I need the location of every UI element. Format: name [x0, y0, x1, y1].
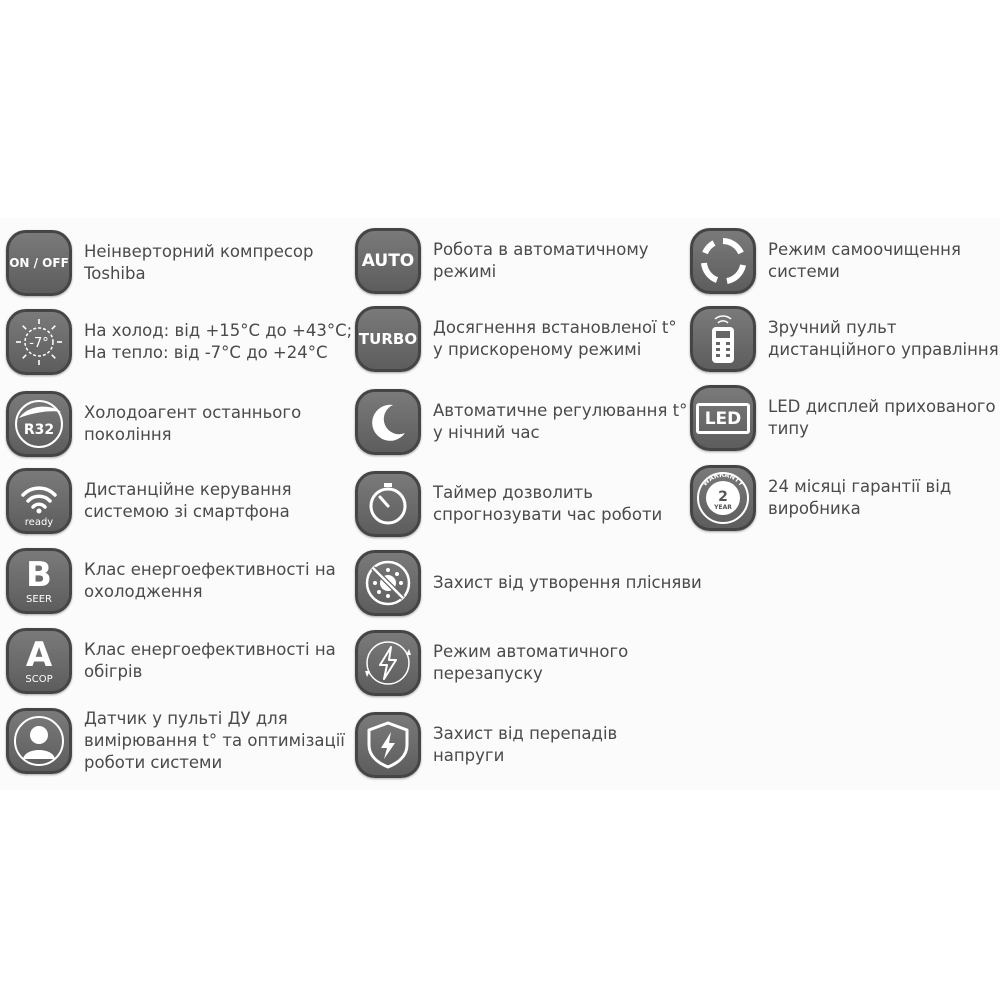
auto-restart-icon — [355, 630, 421, 696]
seer-icon-letter: B — [26, 554, 52, 595]
feature-remote-control-text: Зручний пульт дистанційного управління — [768, 318, 999, 359]
feature-anti-mold-text: Захист від утворення плісняви — [433, 573, 702, 592]
anti-mold-icon — [355, 550, 421, 616]
feature-seer-class-text: Клас енергоефективності на охолодження — [84, 560, 336, 601]
feature-scop-class-text: Клас енергоефективності на обігрів — [84, 640, 336, 681]
feature-remote-control — [690, 306, 999, 372]
feature-led-display — [690, 385, 996, 451]
feature-wifi-control — [6, 468, 292, 534]
warranty-ring-label: WARRANTY — [700, 470, 746, 488]
feature-led-display-text: LED дисплей прихованого типу — [768, 397, 996, 438]
r32-icon-label: R32 — [23, 422, 55, 438]
warranty-years: 2 — [718, 489, 728, 505]
feature-self-clean — [690, 228, 961, 294]
feature-self-clean-text: Режим самоочищення системи — [768, 240, 961, 281]
feature-night-mode-text: Автоматичне регулювання t° у нічний час — [433, 401, 688, 442]
feature-i-feel-sensor — [6, 708, 345, 774]
feature-auto-restart — [355, 630, 628, 696]
auto-icon-label: AUTO — [361, 250, 415, 271]
seer-b-icon — [6, 548, 72, 614]
feature-voltage-protection-text: Захист від перепадів напруги — [433, 724, 618, 765]
feature-night-mode — [355, 389, 687, 455]
warranty-badge-icon — [690, 465, 756, 531]
feature-wifi-control-text: Дистанційне керування системою зі смартфона — [84, 480, 292, 521]
feature-auto-mode-text: Робота в автоматичному режимі — [433, 240, 649, 281]
feature-scop-class — [6, 628, 336, 694]
feature-warranty — [690, 465, 951, 531]
remote-control-icon — [690, 306, 756, 372]
warranty-year-word: YEAR — [714, 504, 732, 511]
seer-icon-sub: SEER — [26, 593, 52, 605]
feature-timer-text: Таймер дозволить спрогнозувати час роботи — [433, 483, 663, 524]
feature-refrigerant — [6, 391, 301, 457]
feature-voltage-protection — [355, 712, 617, 778]
feature-turbo-mode — [355, 306, 677, 372]
turbo-icon-label: TURBO — [358, 329, 418, 348]
led-icon-label: LED — [704, 408, 742, 429]
turbo-icon — [355, 306, 421, 372]
person-sensor-icon — [6, 708, 72, 774]
on-off-icon-label: ON / OFF — [9, 256, 69, 270]
wifi-ready-icon — [6, 468, 72, 534]
scop-icon-sub: SCOP — [25, 673, 53, 685]
feature-auto-restart-text: Режим автоматичного перезапуску — [433, 642, 629, 683]
scop-a-icon — [6, 628, 72, 694]
feature-timer — [355, 471, 662, 537]
wifi-icon-label: ready — [24, 517, 54, 528]
feature-warranty-text: 24 місяці гарантії від виробника — [768, 477, 952, 518]
led-display-icon — [690, 385, 756, 451]
self-clean-icon — [690, 228, 756, 294]
feature-i-feel-sensor-text: Датчик у пульті ДУ для вимірювання t° та оптимізації роботи системи — [84, 709, 345, 772]
feature-compressor — [6, 230, 314, 296]
feature-seer-class — [6, 548, 336, 614]
scop-icon-letter: A — [25, 634, 53, 675]
feature-temperature-range-text: На холод: від +15°С до +43°С; На тепло: від -7°С до +24°С — [84, 321, 353, 362]
feature-refrigerant-text: Холодоагент останнього покоління — [84, 403, 302, 444]
feature-compressor-text: Неінверторний компресор Toshiba — [84, 242, 314, 283]
auto-icon — [355, 228, 421, 294]
feature-anti-mold — [355, 550, 702, 616]
shield-lightning-icon — [355, 712, 421, 778]
feature-turbo-mode-text: Досягнення встановленої t° у прискореному режимі — [433, 318, 677, 359]
feature-auto-mode — [355, 228, 649, 294]
on-off-icon — [6, 230, 72, 296]
temp-icon-label: -7° — [29, 336, 49, 351]
r32-leaf-icon — [6, 391, 72, 457]
moon-icon — [355, 389, 421, 455]
sun-thermometer-icon — [6, 309, 72, 375]
timer-icon — [355, 471, 421, 537]
feature-temperature-range — [6, 309, 352, 375]
